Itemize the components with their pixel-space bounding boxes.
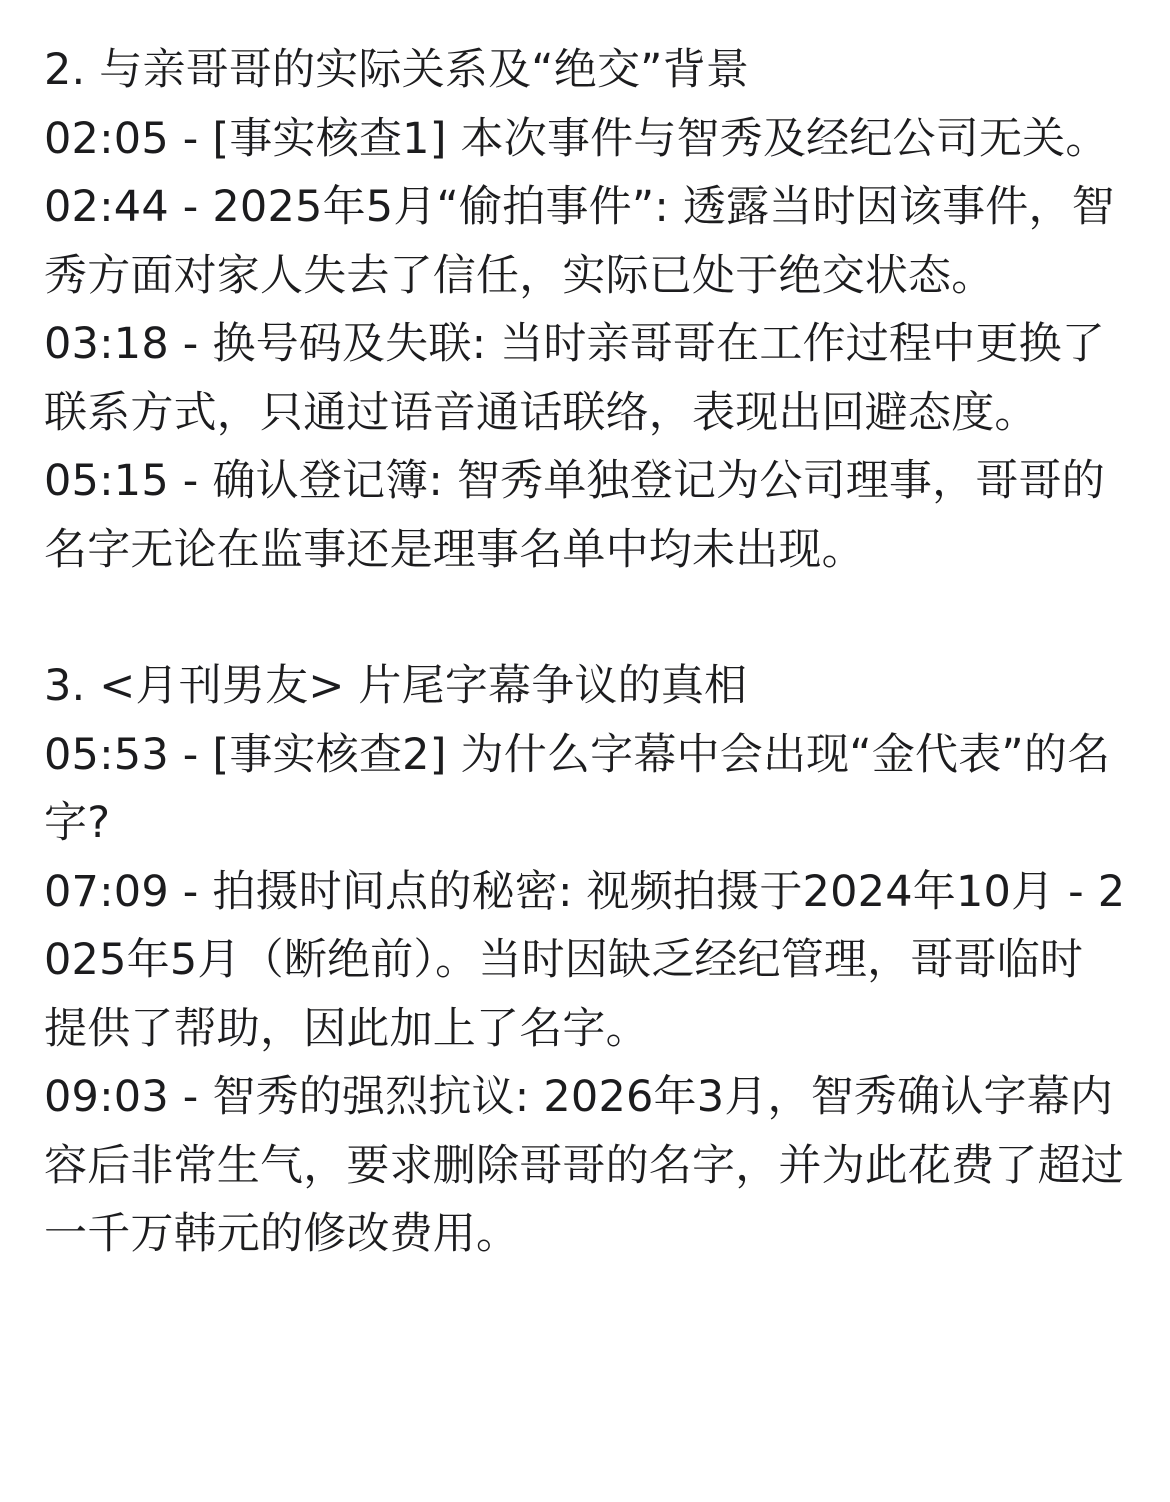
timestamp-entry: 02:44 - 2025年5月“偷拍事件”: 透露当时因该事件，智秀方面对家人失去了信任，实际已处于绝交状态。	[44, 182, 1115, 301]
section-sibling-relationship	[44, 36, 1126, 584]
timestamp-entry: 09:03 - 智秀的强烈抗议: 2026年3月，智秀确认字幕内容后非常生气，要求删除哥哥的名字，并为此花费了超过一千万韩元的修改费用。	[44, 1072, 1124, 1259]
timestamp-entry: 03:18 - 换号码及失联: 当时亲哥哥在工作过程中更换了联系方式，只通过语音通话联络，表现出回避态度。	[44, 319, 1105, 438]
timestamp-entry: 05:53 - [事实核查2] 为什么字幕中会出现“金代表”的名字?	[44, 729, 1111, 848]
timestamp-entry: 02:05 - [事实核查1] 本次事件与智秀及经纪公司无关。	[44, 113, 1109, 164]
timestamp-entry: 07:09 - 拍摄时间点的秘密: 视频拍摄于2024年10月 - 2025年5月（断绝前）。当时因缺乏经纪管理，哥哥临时提供了帮助，因此加上了名字。	[44, 866, 1126, 1054]
section-heading: 3. <月刊男友> 片尾字幕争议的真相	[44, 661, 748, 711]
section-credits-controversy	[44, 652, 1126, 1269]
timestamp-entry: 05:15 - 确认登记簿: 智秀单独登记为公司理事，哥哥的名字无论在监事还是理事名单中均未出现。	[44, 456, 1105, 575]
section-heading: 2. 与亲哥哥的实际关系及“绝交”背景	[44, 45, 750, 95]
